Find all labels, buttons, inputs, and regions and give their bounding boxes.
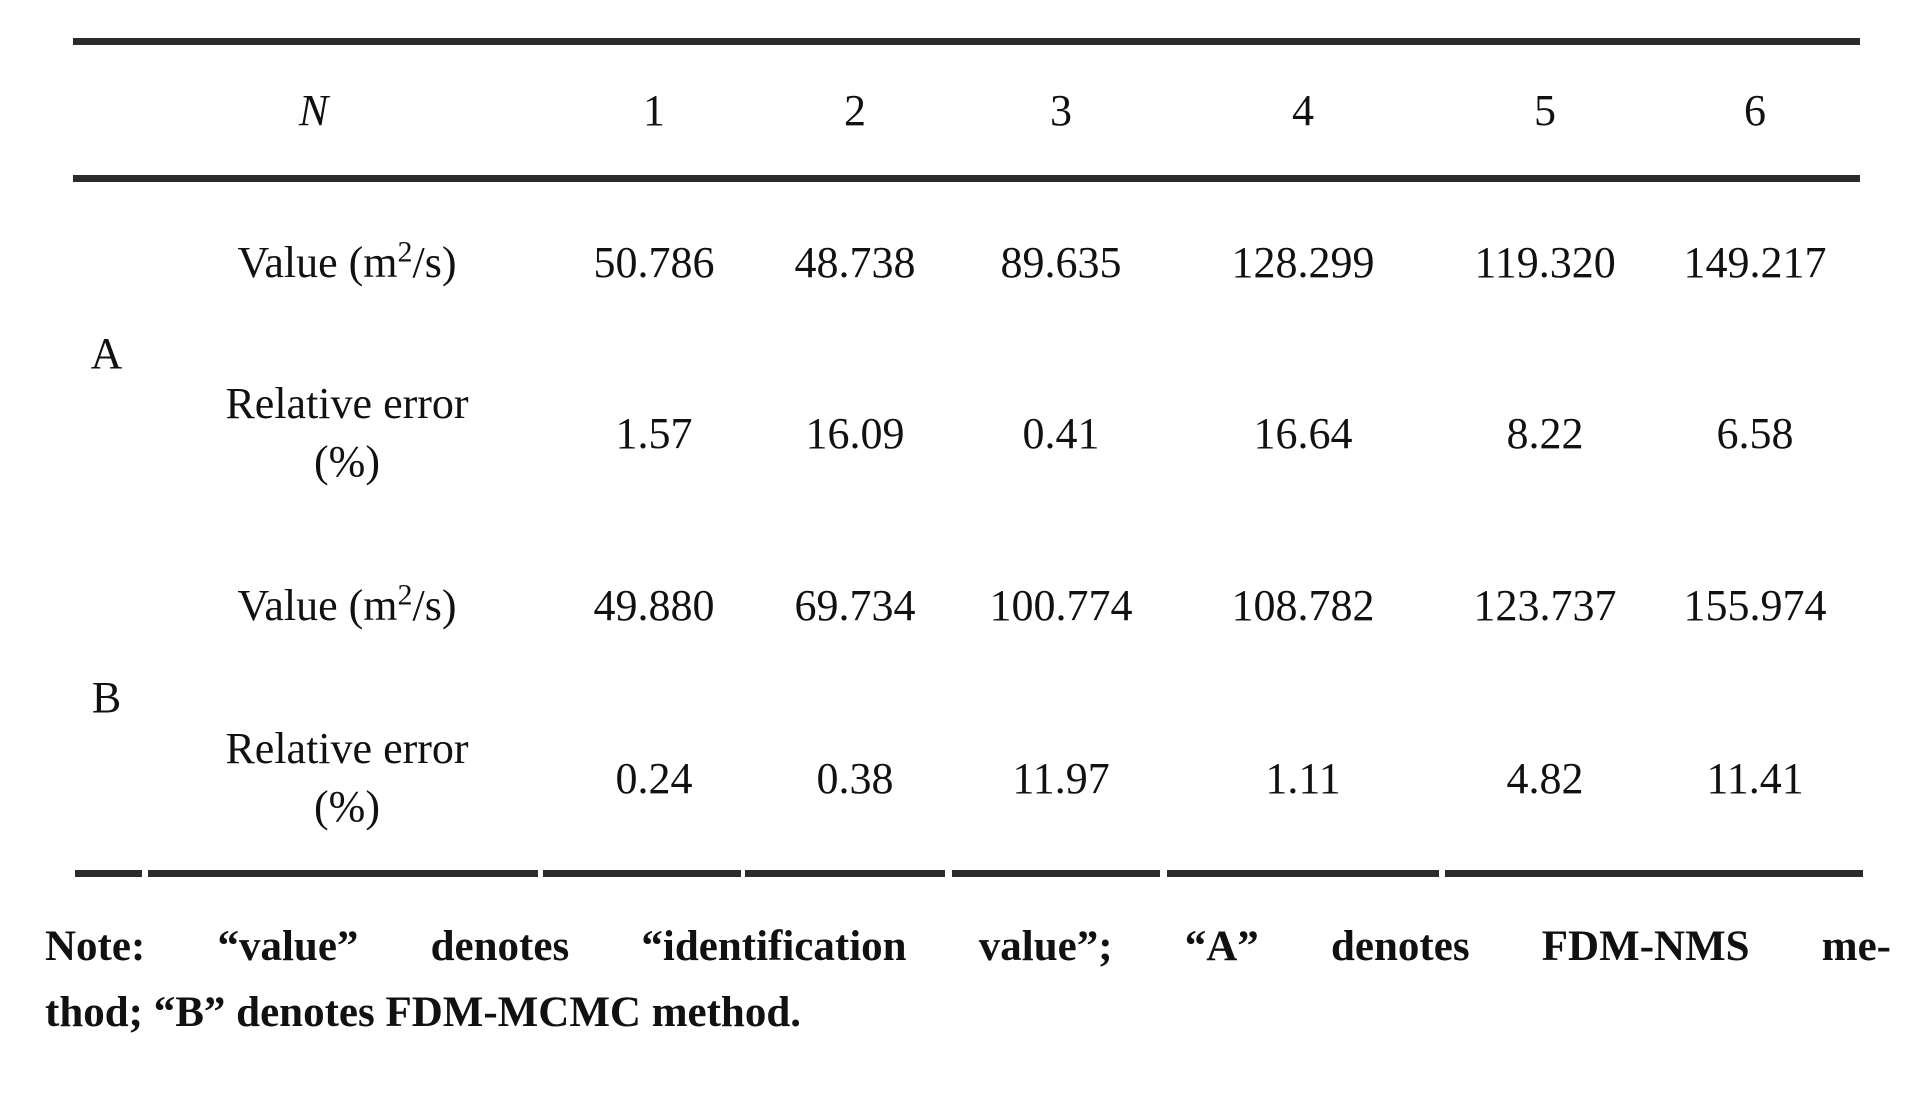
table-cell: 0.38 [816, 753, 894, 803]
table-cell: 50.786 [593, 237, 715, 287]
table-header-row [73, 45, 1860, 179]
bottom-rule-segment [543, 870, 741, 877]
table-note [45, 914, 1891, 1046]
value-unit-prefix: Value (m [237, 580, 398, 630]
value-unit-superscript: 2 [397, 577, 413, 611]
table-cell: 8.22 [1506, 408, 1584, 458]
table-cell: 48.738 [794, 237, 916, 287]
table-cell: 89.635 [1000, 237, 1122, 287]
header-cell-n: N [73, 45, 554, 179]
table-cell: 11.41 [1706, 753, 1804, 803]
header-cell-1: 1 [554, 45, 754, 179]
table-cell: 49.880 [593, 580, 715, 630]
table-cell: 1.57 [615, 408, 693, 458]
table-row-a-value [73, 179, 1860, 343]
note-line-2: thod; “B” denotes FDM-MCMC method. [45, 989, 802, 1036]
identification-results-table [73, 45, 1860, 870]
row-label-a-value [140, 179, 554, 343]
table-cell: 6.58 [1716, 408, 1794, 458]
table-cell: 128.299 [1231, 237, 1375, 287]
table-cell: 119.320 [1474, 237, 1616, 287]
table-cell: 149.217 [1683, 237, 1827, 287]
table-row-b-value [73, 524, 1860, 686]
table-cell: 123.737 [1473, 580, 1617, 630]
bottom-rule-segment [1445, 870, 1863, 877]
row-label-b-error [140, 686, 554, 870]
value-unit-suffix: /s) [412, 580, 457, 630]
bottom-rule-segment [75, 870, 142, 877]
results-table [73, 38, 1860, 877]
bottom-rule-segment [952, 870, 1160, 877]
table-cell: 108.782 [1231, 580, 1375, 630]
percent-label: (%) [314, 437, 380, 486]
group-label-a: A [90, 328, 123, 378]
value-unit-superscript: 2 [397, 234, 413, 268]
table-cell: 16.09 [805, 408, 905, 458]
header-cell-3: 3 [956, 45, 1166, 179]
relative-error-label: Relative error [225, 379, 469, 428]
table-row-b-error [73, 686, 1860, 870]
table-cell: 11.97 [1012, 753, 1110, 803]
table-cell: 0.41 [1022, 408, 1100, 458]
table-cell: 69.734 [794, 580, 916, 630]
table-cell: 100.774 [989, 580, 1133, 630]
bottom-rule-segment [148, 870, 538, 877]
bottom-rule-segment [1167, 870, 1439, 877]
header-cell-6: 6 [1650, 45, 1860, 179]
bottom-rule-segment [745, 870, 945, 877]
header-cell-4: 4 [1166, 45, 1440, 179]
table-cell: 4.82 [1506, 753, 1584, 803]
value-unit-suffix: /s) [412, 237, 457, 287]
row-label-b-value [140, 524, 554, 686]
table-row-a-error [73, 342, 1860, 524]
table-cell: 1.11 [1265, 753, 1341, 803]
table-cell: 0.24 [615, 753, 693, 803]
note-line-1: Note: “value” denotes “identification value”; “A” denotes FDM-NMS me- [45, 923, 1891, 970]
table-cell: 16.64 [1253, 408, 1353, 458]
percent-label: (%) [314, 782, 380, 831]
value-unit-prefix: Value (m [237, 237, 398, 287]
table-cell: 155.974 [1683, 580, 1827, 630]
header-cell-5: 5 [1440, 45, 1650, 179]
header-cell-2: 2 [754, 45, 956, 179]
group-label-b: B [91, 672, 122, 722]
relative-error-label: Relative error [225, 724, 469, 773]
table-bottom-rule [73, 870, 1860, 877]
row-label-a-error [140, 342, 554, 524]
table-top-rule [73, 38, 1860, 45]
